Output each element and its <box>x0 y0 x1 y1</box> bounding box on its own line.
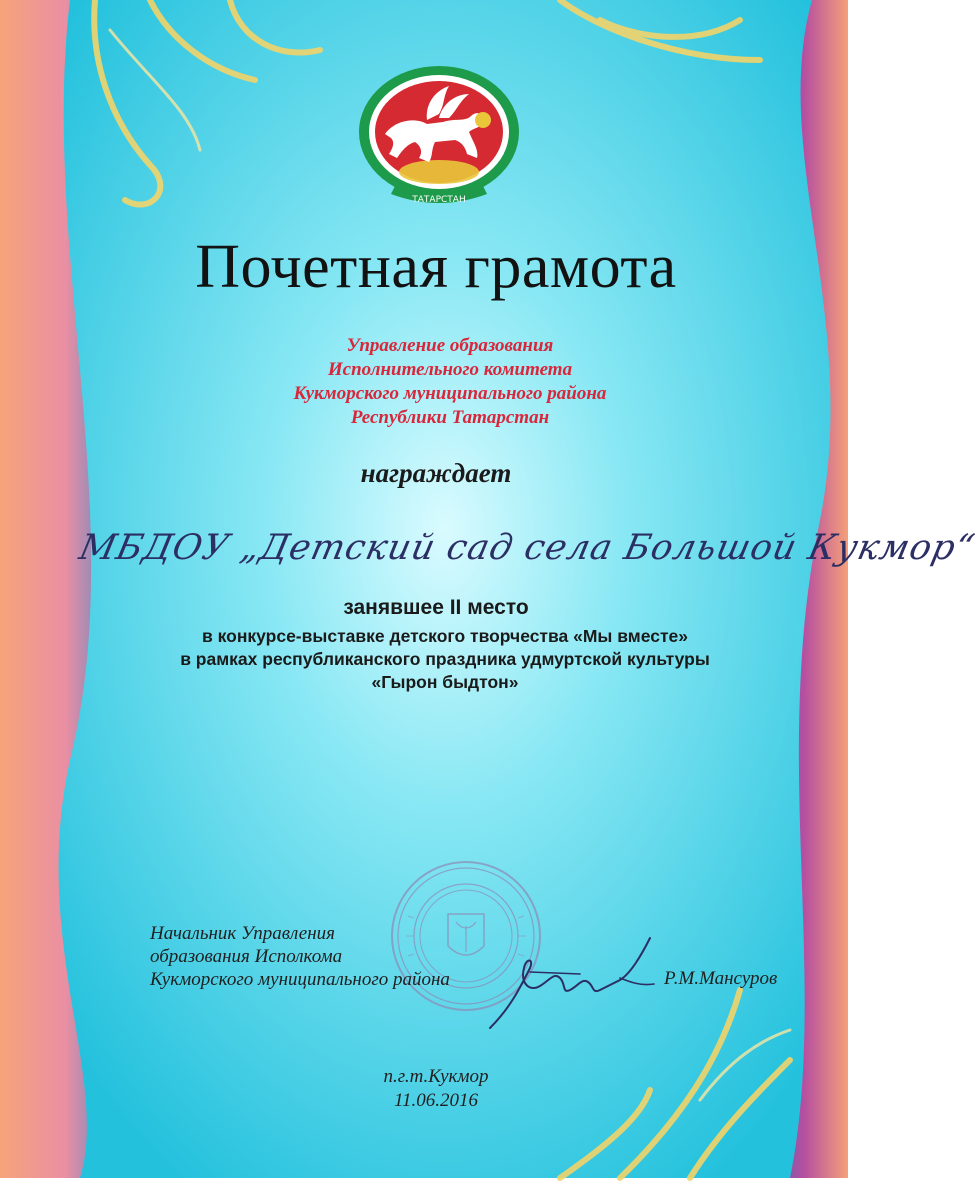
signer-line: Кукморского муниципального района <box>150 969 450 990</box>
issuer-line: Кукморского муниципального района <box>293 383 607 404</box>
certificate-title: Почетная грамота <box>195 233 677 301</box>
description-line: в конкурсе-выставке детского творчества «Мы вместе» <box>201 626 688 646</box>
location-text: п.г.т.Кукмор <box>383 1066 489 1087</box>
description-line: «Гырон быдтон» <box>371 672 519 692</box>
issuer-line: Исполнительного комитета <box>327 359 573 380</box>
tatarstan-coat-of-arms-icon <box>345 62 533 220</box>
awards-verb: награждает <box>360 458 512 488</box>
issuer-block <box>200 334 700 430</box>
issuer-line: Управление образования <box>346 335 554 356</box>
emblem-ribbon-text: ТАТАРСТАН <box>412 195 466 205</box>
handwritten-signature-icon <box>470 928 690 1038</box>
footer-block <box>0 1065 872 1113</box>
signer-line: образования Исполкома <box>150 946 343 967</box>
issuer-line: Республики Татарстан <box>350 407 550 428</box>
recipient-handwritten: МБДОУ „Детский сад села Большой Кукмор“ <box>75 528 979 568</box>
description-block <box>100 625 790 694</box>
signer-name: Р.М.Мансуров <box>664 968 778 989</box>
date-text: 11.06.2016 <box>393 1090 479 1111</box>
description-line: в рамках республиканского праздника удмуртской культуры <box>180 649 710 669</box>
place-text: занявшее II место <box>343 596 529 619</box>
signer-line: Начальник Управления <box>150 923 335 944</box>
